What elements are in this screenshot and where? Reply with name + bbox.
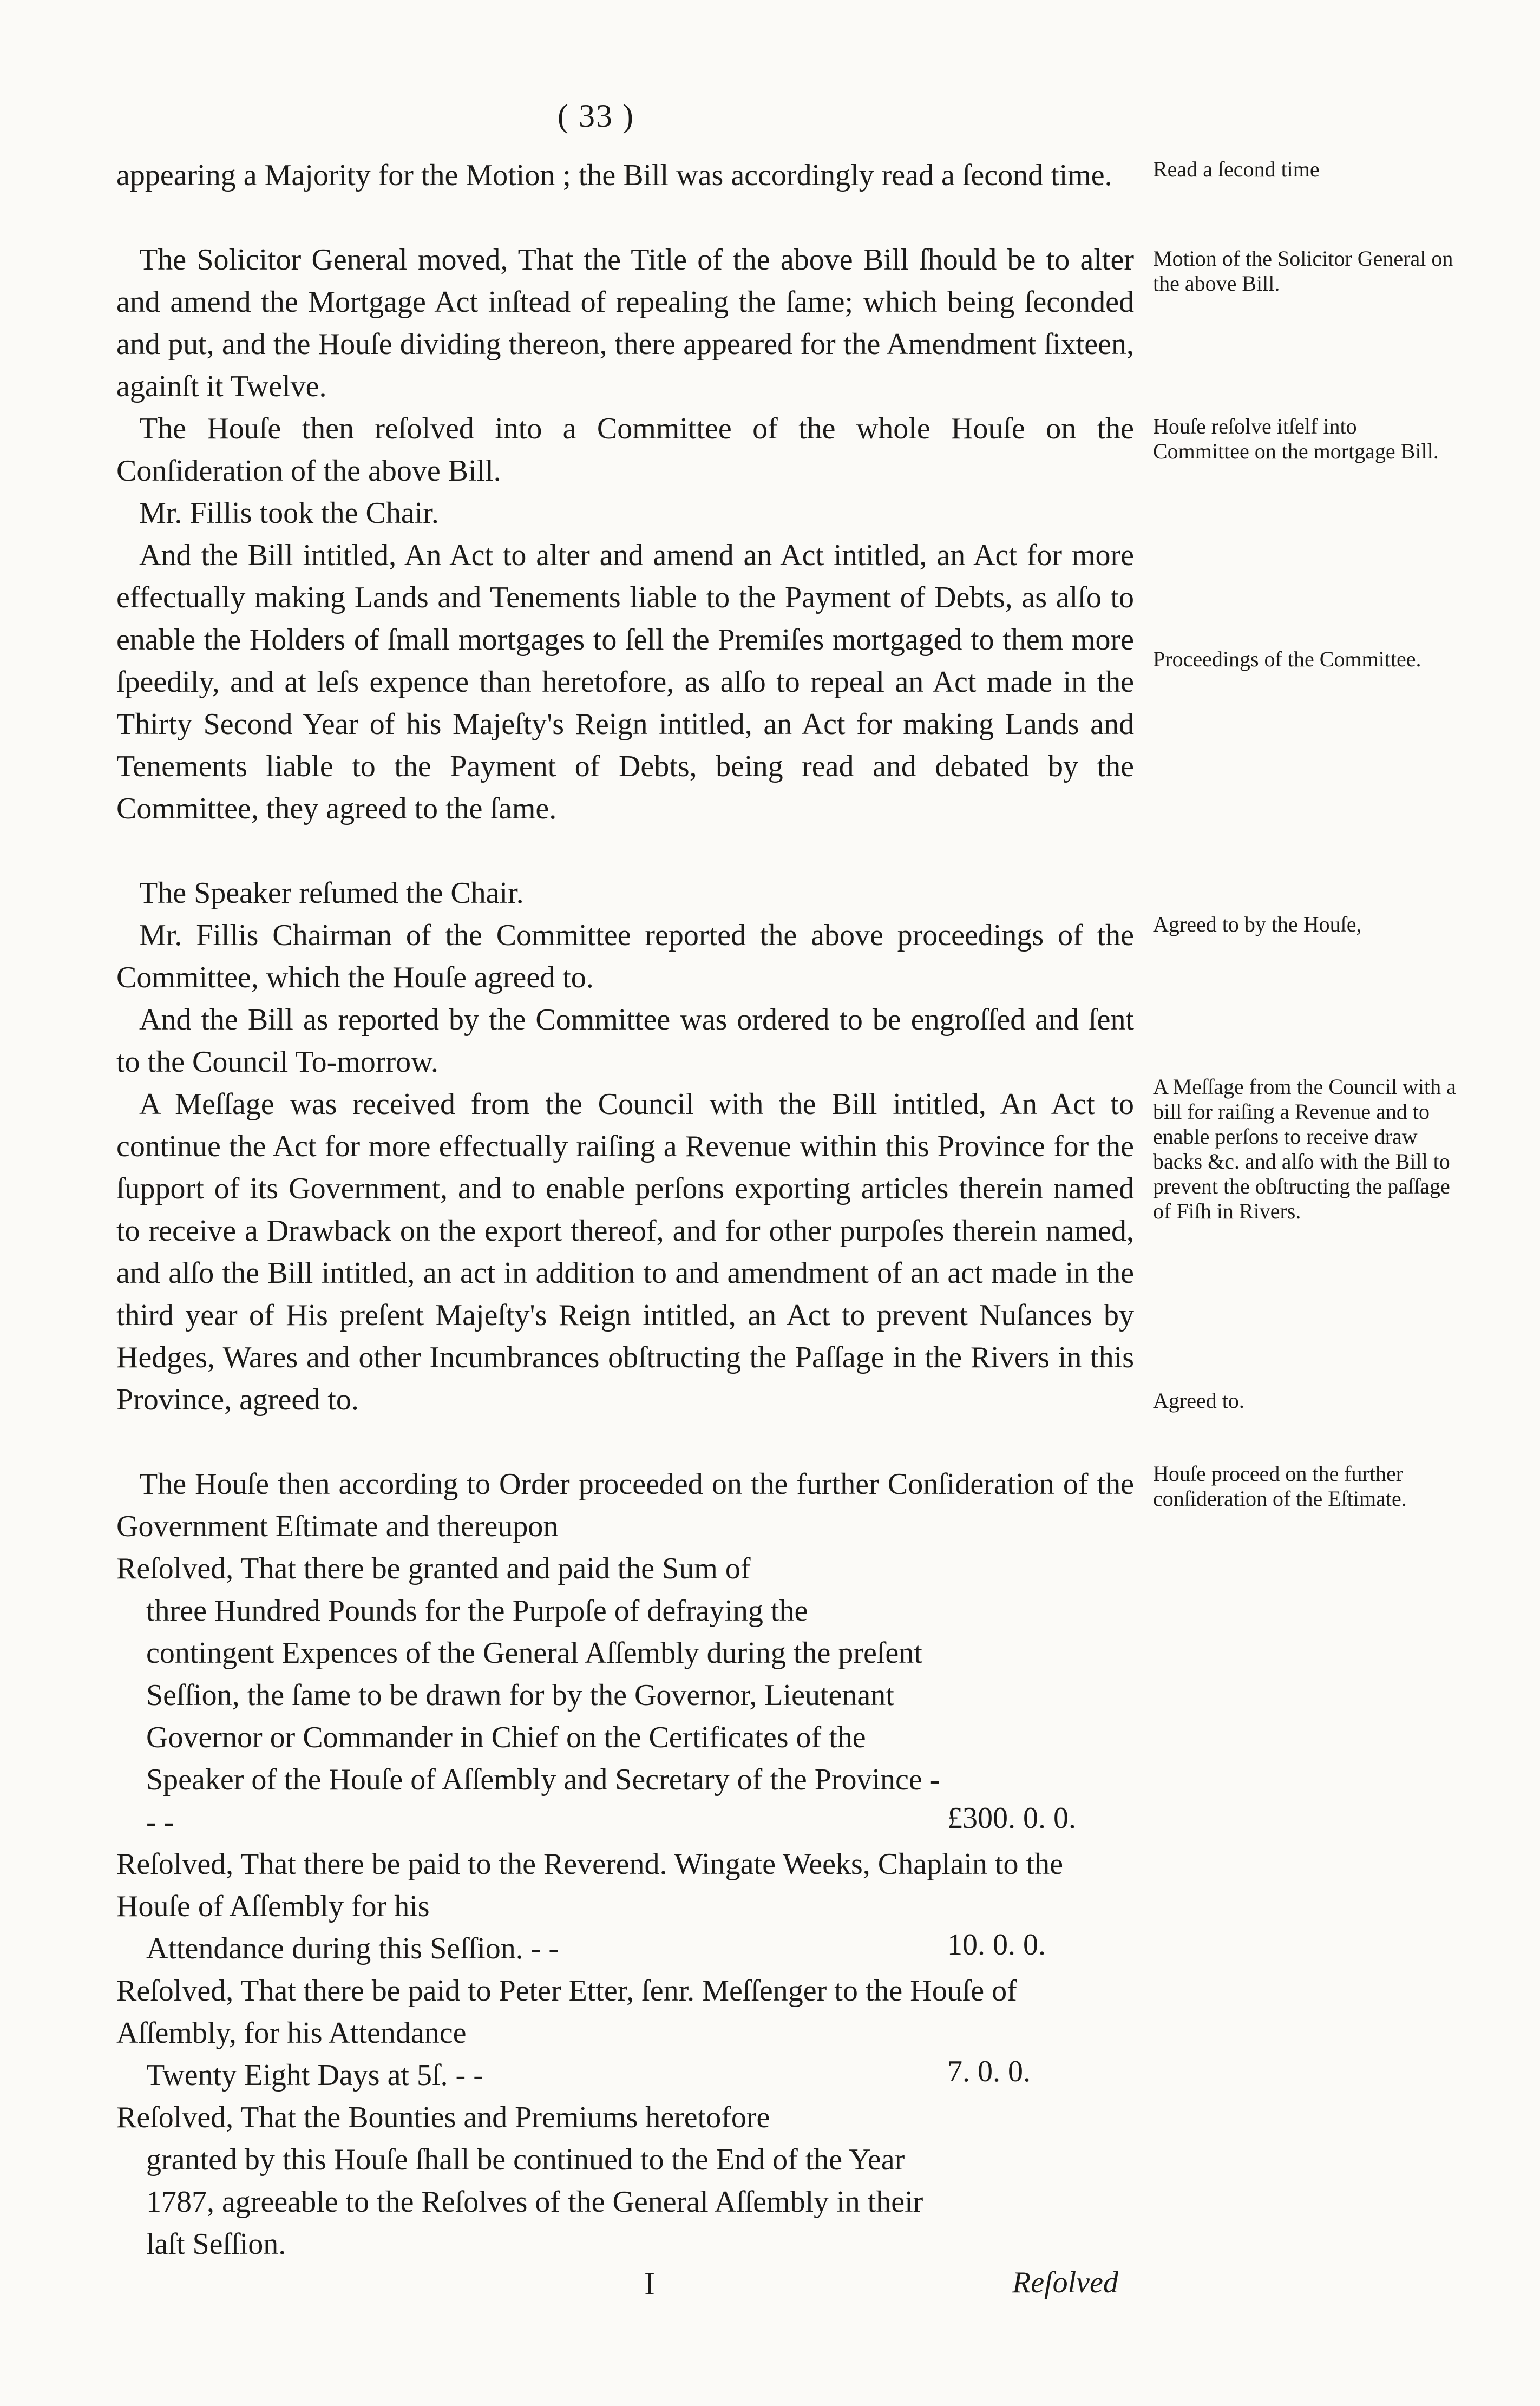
margin-note: A Meſſage from the Council with a bill for raiſing a Revenue and to enable perſons to receive draw backs &c. and alſo with the Bill to prevent the obſtructing the paſſage of Fiſh in Rivers.: [1153, 1074, 1456, 1223]
paragraph: The Houſe then reſolved into a Committee of the whole Houſe on the Conſideration of the above Bill.: [116, 412, 1134, 488]
paragraph: A Meſſage was received from the Council with the Bill intitled, An Act to continue the Act for more effectually raiſing a Revenue within this Province for the ſupport of its Government, and to enable perſons exporting articles therein named to receive a Drawback on the export thereof, and for other purpoſes therein named, and alſo the Bill intitled, an act in addition to and amendment of an act made in the third year of His preſent Majeſty's Reign intitled, an Act to prevent Nuſances by Hedges, Wares and other Incumbrances obſtructing the Paſſage in the Rivers in this Province, agreed to.: [116, 1087, 1134, 1417]
resolution-text: Reſolved, That there be paid to the Reverend. Wingate Weeks, Chaplain to the Houſe of Aſſembly for his: [116, 1847, 1063, 1923]
resolution-text: three Hundred Pounds for the Purpoſe of defraying the contingent Expences of the General Aſſembly during the preſent Seſſion, the ſame to be drawn for by the Governor, Lieutenant Governor or Commander in Chief on the Certificates of the Speaker of the Houſe of Aſſembly and Secretary of the Province - - -: [146, 1594, 940, 1839]
margin-note: Agreed to.: [1153, 1388, 1244, 1413]
margin-note: Proceedings of the Committee.: [1153, 647, 1421, 671]
signature-mark: I: [644, 2266, 655, 2302]
margin-note: Houſe reſolve itſelf into Committee on the mortgage Bill.: [1153, 414, 1439, 463]
paragraph: appearing a Majority for the Motion ; the Bill was accordingly read a ſecond time.: [116, 159, 1112, 192]
margin-note: Agreed to by the Houſe,: [1153, 912, 1362, 936]
paragraph: Mr. Fillis took the Chair.: [139, 496, 439, 530]
page-number: ( 33 ): [558, 98, 634, 134]
margin-note: Motion of the Solicitor General on the above Bill.: [1153, 246, 1453, 296]
resolution-text: Reſolved, That the Bounties and Premiums heretofore: [116, 2101, 770, 2134]
paragraph: And the Bill intitled, An Act to alter and amend an Act intitled, an Act for more effectually making Lands and Tenements liable to the Payment of Debts, as alſo to enable the Holders of ſmall mortgages to ſell the Premiſes mortgaged to them more ſpeedily, and at leſs expence than heretofore, as alſo to repeal an Act made in the Thirty Second Year of his Majeſty's Reign intitled, an Act for making Lands and Tenements liable to the Payment of Debts, being read and debated by the Committee, they agreed to the ſame.: [116, 539, 1134, 825]
resolution-text: Twenty Eight Days at 5ſ. - -: [146, 2058, 483, 2092]
paragraph: The Houſe then according to Order proceeded on the further Conſideration of the Government Eſtimate and thereupon: [116, 1467, 1134, 1543]
resolution-text: Reſolved, That there be paid to Peter Etter, ſenr. Meſſenger to the Houſe of Aſſembly, for his Attendance: [116, 1974, 1017, 2050]
margin-note: Read a ſecond time: [1153, 157, 1320, 181]
resolution: [116, 2096, 1134, 2265]
resolution-text: granted by this Houſe ſhall be continued to the End of the Year 1787, agreeable to the Reſolves of the General Aſſembly in their laſt Seſſion.: [146, 2143, 923, 2261]
catchword: Reſolved: [1012, 2266, 1118, 2299]
resolution-amount: £300. 0. 0.: [947, 1801, 1076, 1835]
margin-note: Houſe proceed on the further conſideration of the Eſtimate.: [1153, 1461, 1407, 1511]
resolution-text: Reſolved, That there be granted and paid the Sum of: [116, 1552, 751, 1585]
resolution: [116, 1548, 1134, 1843]
paragraph: Mr. Fillis Chairman of the Committee reported the above proceedings of the Committee, which the Houſe agreed to.: [116, 919, 1134, 994]
resolution-text: Attendance during this Seſſion. - -: [146, 1932, 559, 1965]
paragraph: The Speaker reſumed the Chair.: [139, 876, 524, 910]
paragraph: The Solicitor General moved, That the Title of the above Bill ſhould be to alter and amend the Mortgage Act inſtead of repealing the ſame; which being ſeconded and put, and the Houſe dividing thereon, there appeared for the Amendment ſixteen, againſt it Twelve.: [116, 243, 1134, 403]
resolution-amount: 10. 0. 0.: [947, 1928, 1046, 1962]
resolution-amount: 7. 0. 0.: [947, 2055, 1031, 2088]
paragraph: And the Bill as reported by the Committee was ordered to be engroſſed and ſent to the Council To-morrow.: [116, 1003, 1134, 1079]
